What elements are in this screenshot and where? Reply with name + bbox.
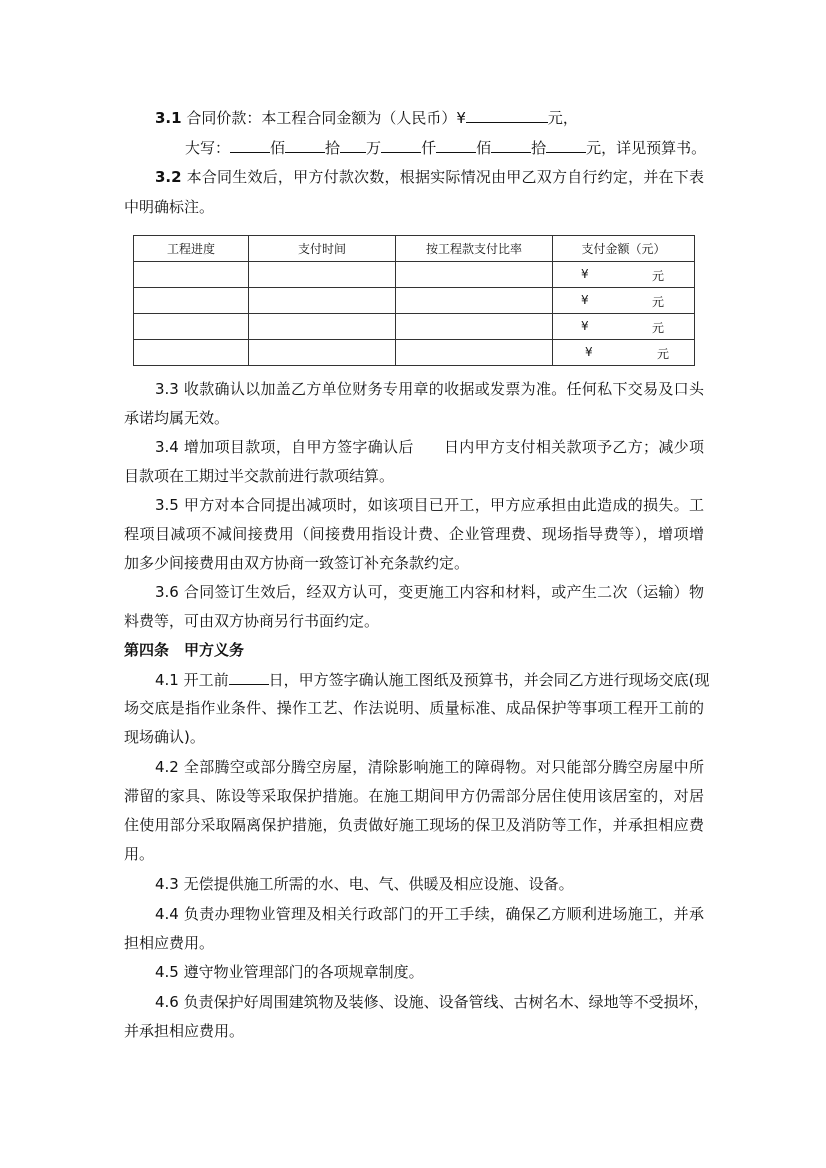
- unit-label: 万: [366, 139, 382, 157]
- clause-3-3-line1: 3.3 收款确认以加盖乙方单位财务专用章的收据或发票为准。任何私下交易及口头: [155, 380, 704, 398]
- payment-schedule-table: [133, 235, 695, 366]
- days-before-start-blank[interactable]: [229, 669, 269, 685]
- clause-4-6-line1: 4.6 负责保护好周围建筑物及装修、设施、设备管线、古树名木、绿地等不受损坏，: [155, 993, 709, 1011]
- clause-4-4-line2: 担相应费用。: [124, 934, 215, 952]
- blank-shi-1[interactable]: [285, 137, 325, 153]
- table-row: [134, 340, 695, 366]
- clause-4-2-line4: 用。: [124, 845, 155, 863]
- blank-shi-2[interactable]: [491, 137, 531, 153]
- unit-label: 拾: [325, 139, 341, 157]
- clause-text: 合同价款：本工程合同金额为（人民币）¥: [181, 109, 466, 127]
- clause-4-2-line1: 4.2 全部腾空或部分腾空房屋，清除影响施工的障碍物。对只能部分腾空房屋中所: [155, 758, 704, 776]
- clause-3-4-line1: [155, 437, 704, 457]
- unit-label: 元: [586, 139, 602, 157]
- progress-cell[interactable]: [134, 262, 249, 288]
- currency-unit: 元: [651, 269, 664, 283]
- pay-time-cell[interactable]: [249, 288, 396, 314]
- progress-cell[interactable]: [134, 340, 249, 366]
- progress-cell[interactable]: [134, 288, 249, 314]
- blank-wan[interactable]: [340, 137, 366, 153]
- clause-4-2-line3: 住使用部分采取隔离保护措施，负责做好施工现场的保卫及消防等工作，并承担相应费: [124, 816, 704, 834]
- daxie-tail: ，详见预算书。: [601, 139, 707, 157]
- clause-3-5-line3: 加多少间接费用由双方协商一致签订补充条款约定。: [124, 554, 470, 572]
- clause-4-1-line3: 现场确认)。: [124, 728, 205, 746]
- pay-ratio-cell[interactable]: [396, 262, 553, 288]
- blank-yuan[interactable]: [546, 137, 586, 153]
- amount-blank[interactable]: [466, 107, 548, 123]
- currency-symbol: ¥: [581, 319, 589, 333]
- daxie-label: 大写：: [185, 139, 231, 157]
- pay-ratio-cell[interactable]: [396, 340, 553, 366]
- article-4-title: 第四条 甲方义务: [124, 641, 245, 659]
- currency-symbol: ¥: [585, 345, 593, 359]
- blank-bai-2[interactable]: [436, 137, 476, 153]
- pay-ratio-cell[interactable]: [396, 288, 553, 314]
- pay-time-cell[interactable]: [249, 314, 396, 340]
- clause-4-5: 4.5 遵守物业管理部门的各项规章制度。: [155, 963, 424, 981]
- unit-label: 佰: [270, 139, 286, 157]
- clause-number: 3.1: [155, 109, 182, 127]
- table-row: [134, 288, 695, 314]
- clause-text: 日内甲方支付相关款项予乙方；减少项: [443, 438, 704, 456]
- progress-cell[interactable]: [134, 314, 249, 340]
- unit-label: 拾: [531, 139, 547, 157]
- blank-bai-1[interactable]: [230, 137, 270, 153]
- unit-label: 仟: [421, 139, 437, 157]
- clause-text: 3.4 增加项目款项，自甲方签字确认后: [155, 438, 414, 456]
- clause-4-6-line2: 并承担相应费用。: [124, 1022, 245, 1040]
- clause-4-1-line2: 场交底是指作业条件、操作工艺、作法说明、质量标准、成品保护等事项工程开工前的: [124, 699, 704, 717]
- pay-time-cell[interactable]: [249, 262, 396, 288]
- clause-3-5-line2: 程项目减项不减间接费用（间接费用指设计费、企业管理费、现场指导费等），增项增: [124, 525, 704, 543]
- header-pay-time: 支付时间: [249, 236, 396, 262]
- currency-symbol: ¥: [581, 293, 589, 307]
- clause-3-4-line2: 目款项在工期过半交款前进行款项结算。: [124, 467, 395, 485]
- clause-3-6-line1: 3.6 合同签订生效后，经双方认可，变更施工内容和材料，或产生二次（运输）物: [155, 583, 704, 601]
- clause-4-3: 4.3 无偿提供施工所需的水、电、气、供暖及相应设施、设备。: [155, 875, 574, 893]
- clause-3-1-daxie: [185, 137, 705, 158]
- pay-ratio-cell[interactable]: [396, 314, 553, 340]
- table-header-row: [134, 236, 695, 262]
- clause-text: 日，甲方签字确认施工图纸及预算书，并会同乙方进行现场交底(现: [268, 671, 710, 689]
- clause-3-6-line2: 料费等，可由双方协商另行书面约定。: [124, 612, 380, 630]
- unit-label: 佰: [476, 139, 492, 157]
- pay-time-cell[interactable]: [249, 340, 396, 366]
- clause-4-4-line1: 4.4 负责办理物业管理及相关行政部门的开工手续，确保乙方顺利进场施工，并承: [155, 905, 704, 923]
- clause-4-2-line2: 滞留的家具、陈设等采取保护措施。在施工期间甲方仍需部分居住使用该居室的，对居: [124, 787, 704, 805]
- clause-3-2-line2: 中明确标注。: [124, 198, 215, 216]
- header-pay-ratio: 按工程款支付比率: [396, 236, 553, 262]
- clause-text: 本合同生效后，甲方付款次数，根据实际情况由甲乙双方自行约定，并在下表: [181, 168, 704, 186]
- pay-amount-cell[interactable]: [553, 314, 695, 340]
- currency-symbol: ¥: [581, 267, 589, 281]
- blank-qian[interactable]: [381, 137, 421, 153]
- clause-3-2-line1: [155, 167, 704, 187]
- currency-unit: 元: [651, 321, 664, 335]
- header-progress: 工程进度: [134, 236, 249, 262]
- table-row: [134, 262, 695, 288]
- clause-3-5-line1: 3.5 甲方对本合同提出减项时，如该项目已开工，甲方应承担由此造成的损失。工: [155, 496, 704, 514]
- currency-unit: 元: [656, 347, 669, 361]
- pay-amount-cell[interactable]: [553, 288, 695, 314]
- pay-amount-cell[interactable]: [553, 262, 695, 288]
- pay-amount-cell[interactable]: [553, 340, 695, 366]
- clause-3-1: [155, 107, 704, 128]
- currency-unit: 元: [651, 295, 664, 309]
- clause-number: 3.2: [155, 168, 182, 186]
- table-row: [134, 314, 695, 340]
- clause-text-end: 元，: [547, 109, 578, 127]
- clause-3-3-line2: 承诺均属无效。: [124, 409, 230, 427]
- clause-4-1-line1: [155, 669, 710, 690]
- header-pay-amount: 支付金额（元）: [553, 236, 695, 262]
- clause-text: 4.1 开工前: [155, 671, 229, 689]
